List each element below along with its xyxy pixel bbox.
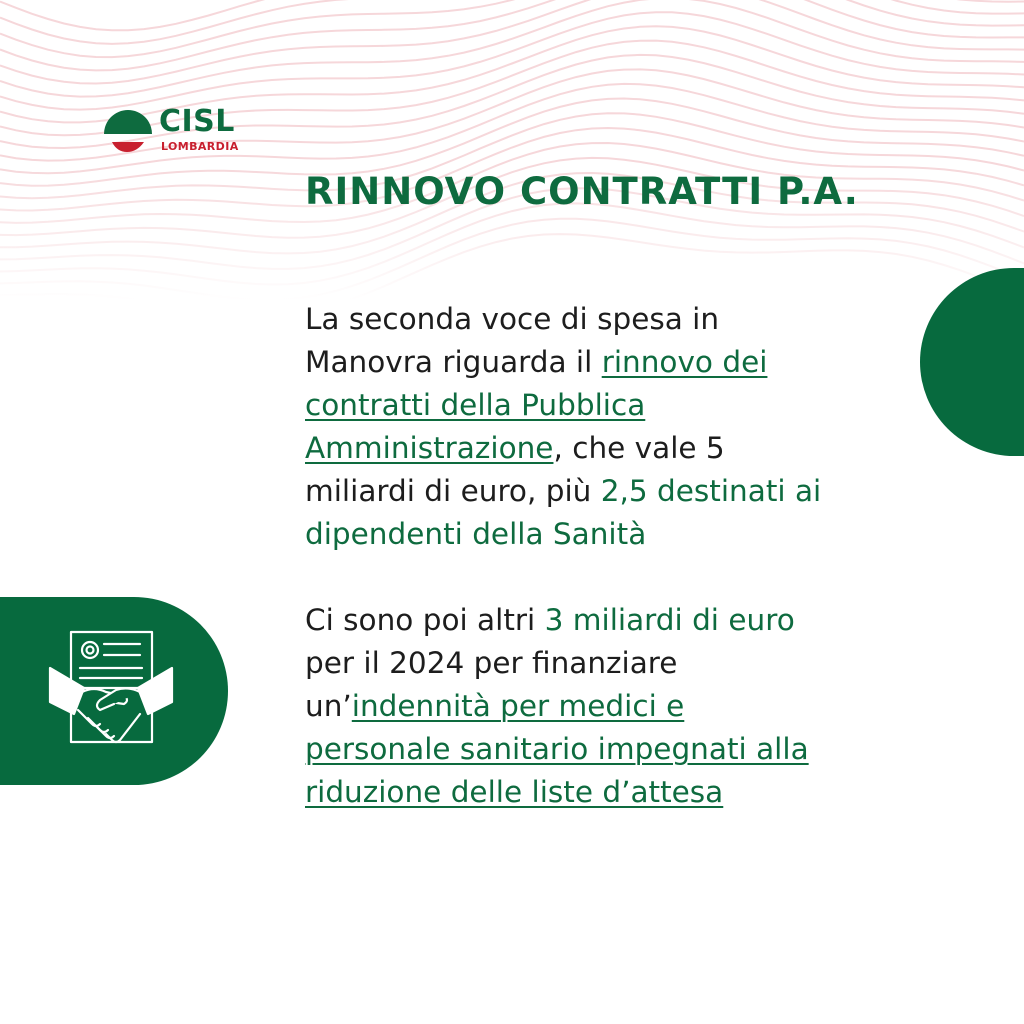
link-rinnovo-contratti[interactable]: rinnovo dei contratti della Pubblica Amministrazione	[305, 345, 768, 465]
paragraph-2-text-2: per il 2024 per finanziare un’	[305, 646, 678, 723]
highlight-sanita: 2,5 destinati ai dipendenti della Sanità	[305, 474, 822, 551]
body-text	[305, 298, 835, 814]
paragraph-1	[305, 298, 835, 556]
paragraph-2	[305, 599, 835, 814]
paragraph-2-text: Ci sono poi altri	[305, 603, 545, 637]
highlight-3-miliardi: 3 miliardi di euro	[544, 603, 795, 637]
cisl-logo	[103, 104, 253, 156]
logo-name: CISL	[159, 104, 235, 139]
cisl-logo-mark	[103, 104, 153, 154]
page-title: RINNOVO CONTRATTI P.A.	[305, 170, 859, 213]
handshake-contract-icon	[44, 626, 178, 758]
link-indennita[interactable]: indennità per medici e personale sanitario impegnati alla riduzione delle liste d’attesa	[305, 689, 809, 809]
logo-region: LOMBARDIA	[161, 140, 239, 153]
paragraph-1-text-2: , che vale 5 miliardi di euro, più	[305, 431, 725, 508]
paragraph-1-text: La seconda voce di spesa in Manovra riguarda il	[305, 302, 720, 379]
